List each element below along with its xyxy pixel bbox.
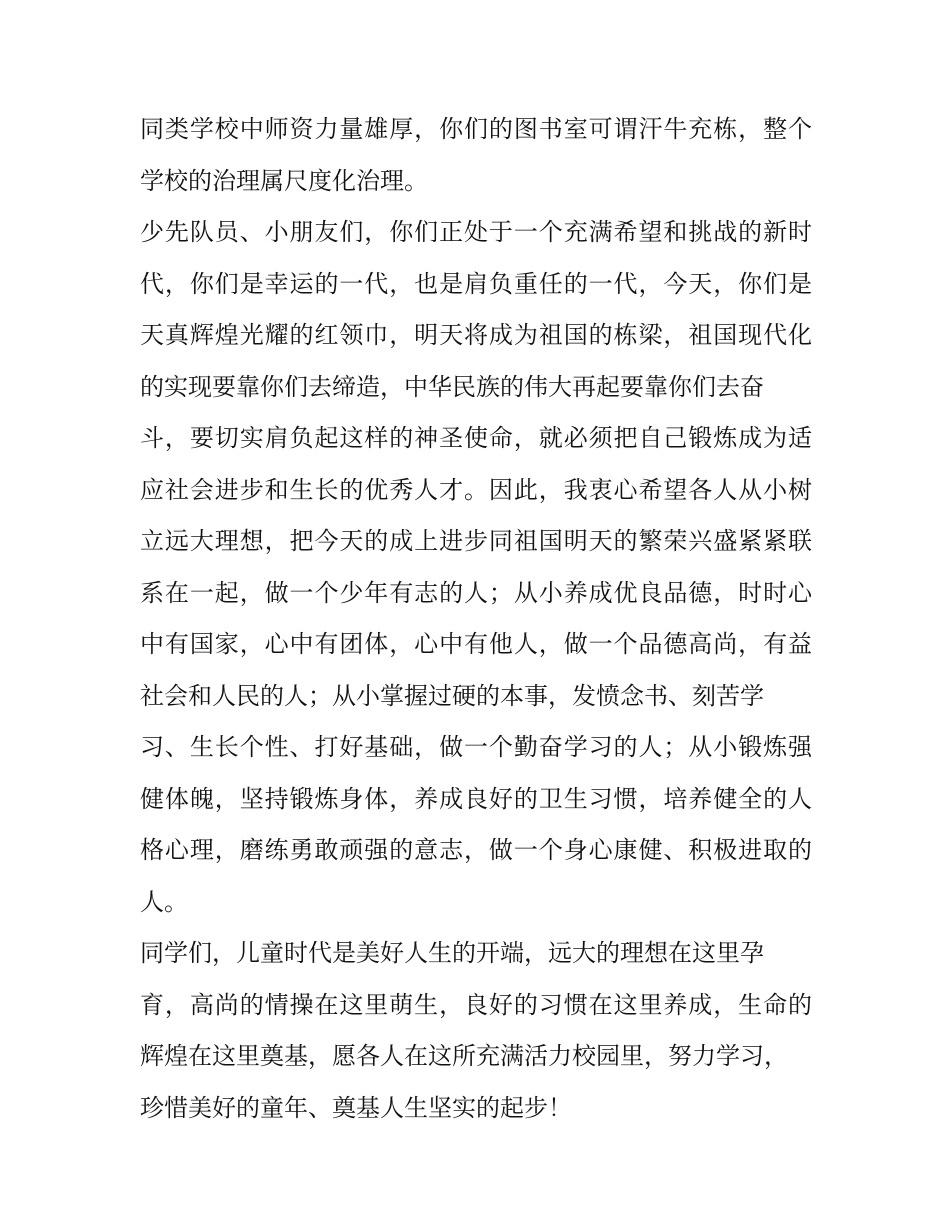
- text-line: 同学们，儿童时代是美好人生的开端，远大的理想在这里孕: [140, 939, 764, 967]
- text-line: 健体魄，坚持锻炼身体，养成良好的卫生习惯，培养健全的人: [140, 784, 812, 813]
- text-line: 斗，要切实肩负起这样的神圣使命，就必须把自己锻炼成为适: [140, 424, 812, 452]
- text-line: 格心理，磨练勇敢顽强的意志，做一个身心康健、积极进取的: [140, 836, 812, 864]
- text-line: 社会和人民的人；从小掌握过硬的本事，发愤念书、刻苦学: [140, 681, 764, 710]
- text-line: 辉煌在这里奠基，愿各人在这所充满活力校园里，努力学习，: [140, 1042, 788, 1070]
- text-line: 天真辉煌光耀的红领巾，明天将成为祖国的栋梁，祖国现代化: [140, 321, 812, 349]
- text-line: 珍惜美好的童年、奠基人生坚实的起步！: [140, 1093, 572, 1122]
- text-line: 人。: [140, 887, 188, 916]
- text-line: 立远大理想，把今天的成上进步同祖国明天的繁荣兴盛紧紧联: [140, 527, 812, 555]
- text-line: 中有国家，心中有团体，心中有他人，做一个品德高尚，有益: [140, 630, 812, 658]
- text-line: 育，高尚的情操在这里萌生，良好的习惯在这里养成，生命的: [140, 990, 812, 1019]
- text-line: 习、生长个性、打好基础，做一个勤奋学习的人；从小锻炼强: [140, 733, 812, 761]
- document-body: [140, 104, 812, 1134]
- text-line: 少先队员、小朋友们，你们正处于一个充满希望和挑战的新时: [140, 218, 812, 246]
- text-line: 学校的治理属尺度化治理。: [140, 166, 428, 195]
- text-line: 系在一起，做一个少年有志的人；从小养成优良品德，时时心: [140, 578, 812, 607]
- text-line: 的实现要靠你们去缔造，中华民族的伟大再起要靠你们去奋: [140, 372, 764, 401]
- text-line: 应社会进步和生长的优秀人才。因此，我衷心希望各人从小树: [140, 475, 812, 504]
- text-line: 代，你们是幸运的一代，也是肩负重任的一代，今天，你们是: [140, 269, 812, 298]
- text-line: 同类学校中师资力量雄厚，你们的图书室可谓汗牛充栋，整个: [140, 115, 812, 143]
